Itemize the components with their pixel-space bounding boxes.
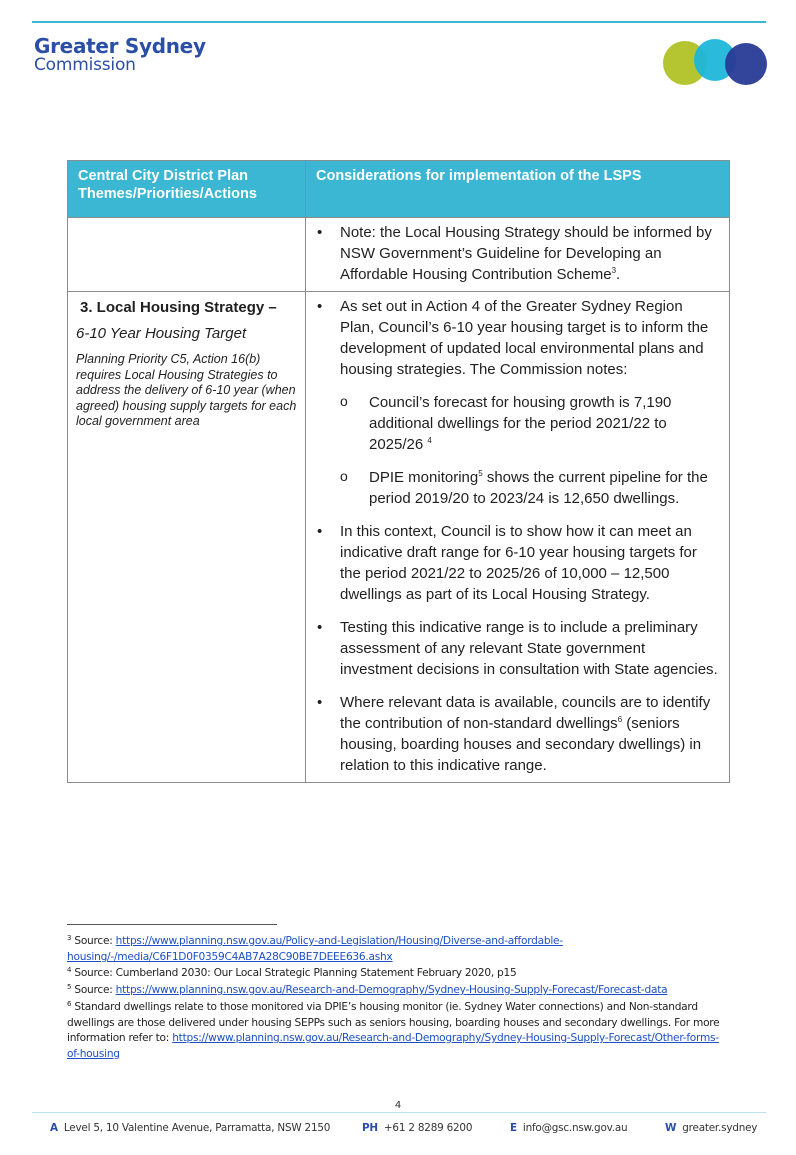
footnotes xyxy=(67,934,727,1064)
row2-theme-cell xyxy=(68,292,306,783)
row2-subtitle: 6-10 Year Housing Target xyxy=(76,325,247,342)
footer-rule xyxy=(32,1112,766,1113)
circle-bullet-icon: o xyxy=(340,468,348,484)
logo-circles-icon xyxy=(663,38,769,88)
footnote-6: $^6$ Standard dwellings relate to those monitored via DPIE’s housing monitor (ie. Sydney Water connections) and Non-standard dwellings are those delivered under housing SEPPs such as seniors housing, boarding houses and secondary dwellings. For more information refer to: https://www.planning.nsw.gov.au/Research-and-Demography/Sydney-Housing-Supply-Forecast/Other-forms-of-housing xyxy=(67,999,720,1060)
circle-bullet-icon: o xyxy=(340,393,348,409)
bullet-icon: • xyxy=(317,224,323,241)
row2-considerations-cell xyxy=(306,292,730,783)
footer-phone: PH +61 2 8289 6200 xyxy=(362,1122,473,1134)
logo-line-1: Greater Sydney xyxy=(34,34,206,58)
sub-list-item: o DPIE monitoring$^5$ shows the current pipeline for the period 2019/20 to 2023/24 is 12,650 dwellings. xyxy=(340,468,708,507)
footnote-6-link[interactable]: https://www.planning.nsw.gov.au/Research-and-Demography/Sydney-Housing-Supply-Forecast/Other-forms-of-housing xyxy=(67,1032,719,1060)
row2-description: Planning Priority C5, Action 16(b) requires Local Housing Strategies to address the delivery of 6-10 year (when agreed) housing supply targets for each local government area xyxy=(76,352,297,428)
footnote-ref: 5 xyxy=(478,469,483,478)
list-item: • Testing this indicative range is to include a preliminary assessment of any relevant State government investment decisions in consultation with State agencies. xyxy=(317,619,718,678)
footnote-ref: 6 xyxy=(617,715,623,724)
footnote-5: $^5$ Source: https://www.planning.nsw.gov.au/Research-and-Demography/Sydney-Housing-Supply-Forecast/Forecast-data xyxy=(67,983,668,997)
col2-header: Considerations for implementation of the LSPS xyxy=(306,161,730,218)
footer-address: A Level 5, 10 Valentine Avenue, Parramatta, NSW 2150 xyxy=(50,1122,331,1134)
lsps-table xyxy=(67,160,730,783)
header-rule xyxy=(32,21,766,23)
footer-email[interactable]: E info@gsc.nsw.gov.au xyxy=(510,1122,628,1134)
table-header-row xyxy=(68,161,730,218)
row1-theme-cell xyxy=(68,218,306,292)
footnote-3: $^3$ Source: https://www.planning.nsw.gov.au/Policy-and-Legislation/Housing/Diverse-and-affordable-housing/-/media/C6F1D0F0359C4AB7A28C90BE7DEEE636.ashx xyxy=(67,934,563,963)
bullet-icon: • xyxy=(317,619,323,636)
row1-considerations-cell xyxy=(306,218,730,292)
footnote-ref: 3 xyxy=(611,266,617,275)
bullet-icon: • xyxy=(317,298,323,315)
col1-header: Central City District Plan Themes/Priorities/Actions xyxy=(68,161,306,218)
footnote-ref: 4 xyxy=(427,436,432,445)
gsc-logo xyxy=(34,36,206,74)
footer-website[interactable]: W greater.sydney xyxy=(665,1122,758,1134)
list-item: • In this context, Council is to show how it can meet an indicative draft range for 6-10 year housing targets for the period 2021/22 to 2025/26 of 10,000 – 12,500 dwellings as part of its Local Housing Strategy. xyxy=(317,523,697,603)
sub-list-item: o Council’s forecast for housing growth is 7,190 additional dwellings for the period 2021/22 to 2025/26 $^4$ xyxy=(340,393,672,453)
list-item: • As set out in Action 4 of the Greater Sydney Region Plan, Council’s 6-10 year housing target is to inform the development of updated local environmental plans and housing strategies. The Commission notes: o Council’s forecast for housing growth is 7,190 additional dwellings for the period 2021/22 to 2025/26 $^4$ o DPIE monitoring$^5$ shows the current pipeline for the period 2019/20 to 2023/24 is 12,650 dwellings. xyxy=(314,296,719,509)
footnote-3-link[interactable]: https://www.planning.nsw.gov.au/Policy-and-Legislation/Housing/Diverse-and-affordable-housing/-/media/C6F1D0F0359C4AB7A28C90BE7DEEE636.ashx xyxy=(67,935,563,963)
list-item: • Where relevant data is available, councils are to identify the contribution of non-standard dwellings$^6$ (seniors housing, boarding houses and secondary dwellings) in relation to this indicative range. xyxy=(317,694,711,774)
table-row xyxy=(68,218,730,292)
bullet-icon: • xyxy=(317,523,323,540)
footnote-4: $^4$ Source: Cumberland 2030: Our Local Strategic Planning Statement February 2020, p15 xyxy=(67,966,517,980)
table-row xyxy=(68,292,730,783)
row2-title: 3. Local Housing Strategy – xyxy=(80,299,277,316)
footnote-5-link[interactable]: https://www.planning.nsw.gov.au/Research-and-Demography/Sydney-Housing-Supply-Forecast/Forecast-data xyxy=(115,984,668,997)
logo-line-2: Commission xyxy=(34,55,136,75)
footnote-separator xyxy=(67,924,277,925)
bullet-icon: • xyxy=(317,694,323,711)
list-item: • Note: the Local Housing Strategy should be informed by NSW Government’s Guideline for Developing an Affordable Housing Contribution Scheme$^3$. xyxy=(317,224,712,283)
page-number: 4 xyxy=(394,1100,402,1111)
